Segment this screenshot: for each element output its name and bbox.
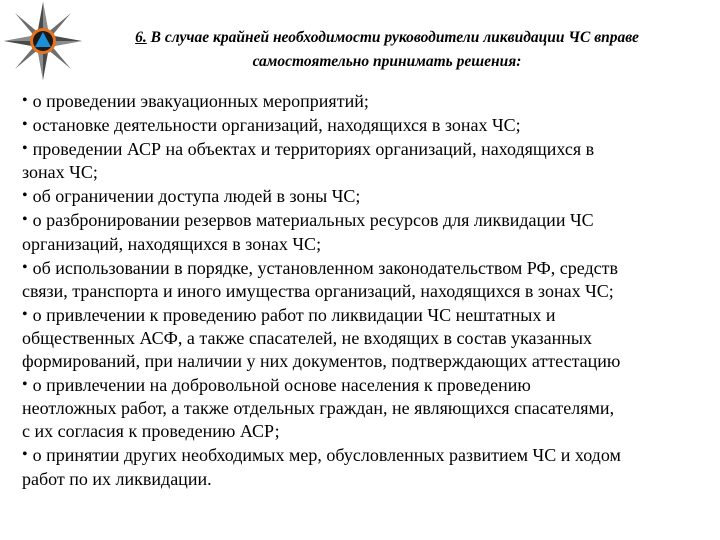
list-item bbox=[22, 137, 712, 161]
list-item-text: о привлечении к проведению работ по ликвидации ЧС нештатных и bbox=[32, 304, 556, 325]
heading-line-2: самостоятельно принимать решения: bbox=[252, 53, 522, 70]
list-item bbox=[22, 256, 712, 280]
list-item bbox=[22, 89, 712, 113]
heading-line-1 bbox=[62, 26, 712, 50]
list-item-continuation bbox=[22, 420, 712, 443]
list-item-text: о принятии других необходимых мер, обусловленных развитием ЧС и ходом bbox=[32, 445, 621, 466]
list-item-text: неотложных работ, а также отдельных граждан, не являющихся спасателями, bbox=[22, 398, 615, 419]
list-item-text: о проведении эвакуационных мероприятий; bbox=[32, 91, 369, 111]
bullet-icon: • bbox=[22, 92, 28, 109]
list-item-text: о разбронировании резервов материальных ресурсов для ликвидации ЧС bbox=[32, 210, 594, 231]
list-item-text: зонах ЧС; bbox=[22, 162, 98, 183]
bullet-icon: • bbox=[22, 187, 28, 205]
bullet-icon: • bbox=[22, 446, 28, 464]
list-item-text: об использовании в порядке, установленном законодательством РФ, средств bbox=[32, 257, 618, 278]
list-item-text: связи, транспорта и иного имущества организаций, находящихся в зонах ЧС; bbox=[22, 280, 614, 301]
list-item-continuation bbox=[22, 280, 712, 303]
list-item-text: организаций, находящихся в зонах ЧС; bbox=[22, 233, 322, 254]
list-item-continuation bbox=[22, 468, 712, 491]
list-item-text: с их согласия к проведению АСР; bbox=[22, 421, 280, 442]
heading-number: 6. bbox=[135, 29, 147, 46]
bullet-icon: • bbox=[22, 140, 28, 158]
list-item bbox=[22, 113, 712, 137]
list-item-text: остановке деятельности организаций, находящихся в зонах ЧС; bbox=[32, 115, 521, 136]
bullet-icon: • bbox=[22, 305, 28, 323]
heading-text-1: В случае крайней необходимости руководители ликвидации ЧС вправе bbox=[150, 29, 639, 46]
list-item-continuation bbox=[22, 350, 712, 373]
list-item-text: о привлечении на добровольной основе населения к проведению bbox=[32, 375, 531, 396]
list-item-text: формирований, при наличии у них документов, подтверждающих аттестацию bbox=[22, 351, 621, 372]
list-item-text: работ по их ликвидации. bbox=[22, 468, 212, 489]
bullet-icon: • bbox=[22, 211, 28, 229]
list-item bbox=[22, 443, 712, 467]
list-item bbox=[22, 184, 712, 208]
decision-list bbox=[22, 89, 712, 491]
list-item-continuation bbox=[22, 397, 712, 420]
list-item-text: общественных АСФ, а также спасателей, не входящих в состав указанных bbox=[22, 327, 592, 348]
list-item-text: проведении АСР на объектах и территориях организаций, находящихся в bbox=[32, 139, 595, 160]
list-item bbox=[22, 303, 712, 327]
list-item-continuation bbox=[22, 161, 712, 184]
list-item bbox=[22, 208, 712, 232]
list-item-continuation bbox=[22, 233, 712, 256]
heading bbox=[62, 26, 712, 74]
bullet-icon: • bbox=[22, 258, 28, 276]
bullet-icon: • bbox=[22, 116, 28, 134]
list-item-continuation bbox=[22, 327, 712, 350]
list-item bbox=[22, 373, 712, 397]
list-item-text: об ограничении доступа людей в зоны ЧС; bbox=[32, 186, 361, 207]
bullet-icon: • bbox=[22, 376, 28, 394]
